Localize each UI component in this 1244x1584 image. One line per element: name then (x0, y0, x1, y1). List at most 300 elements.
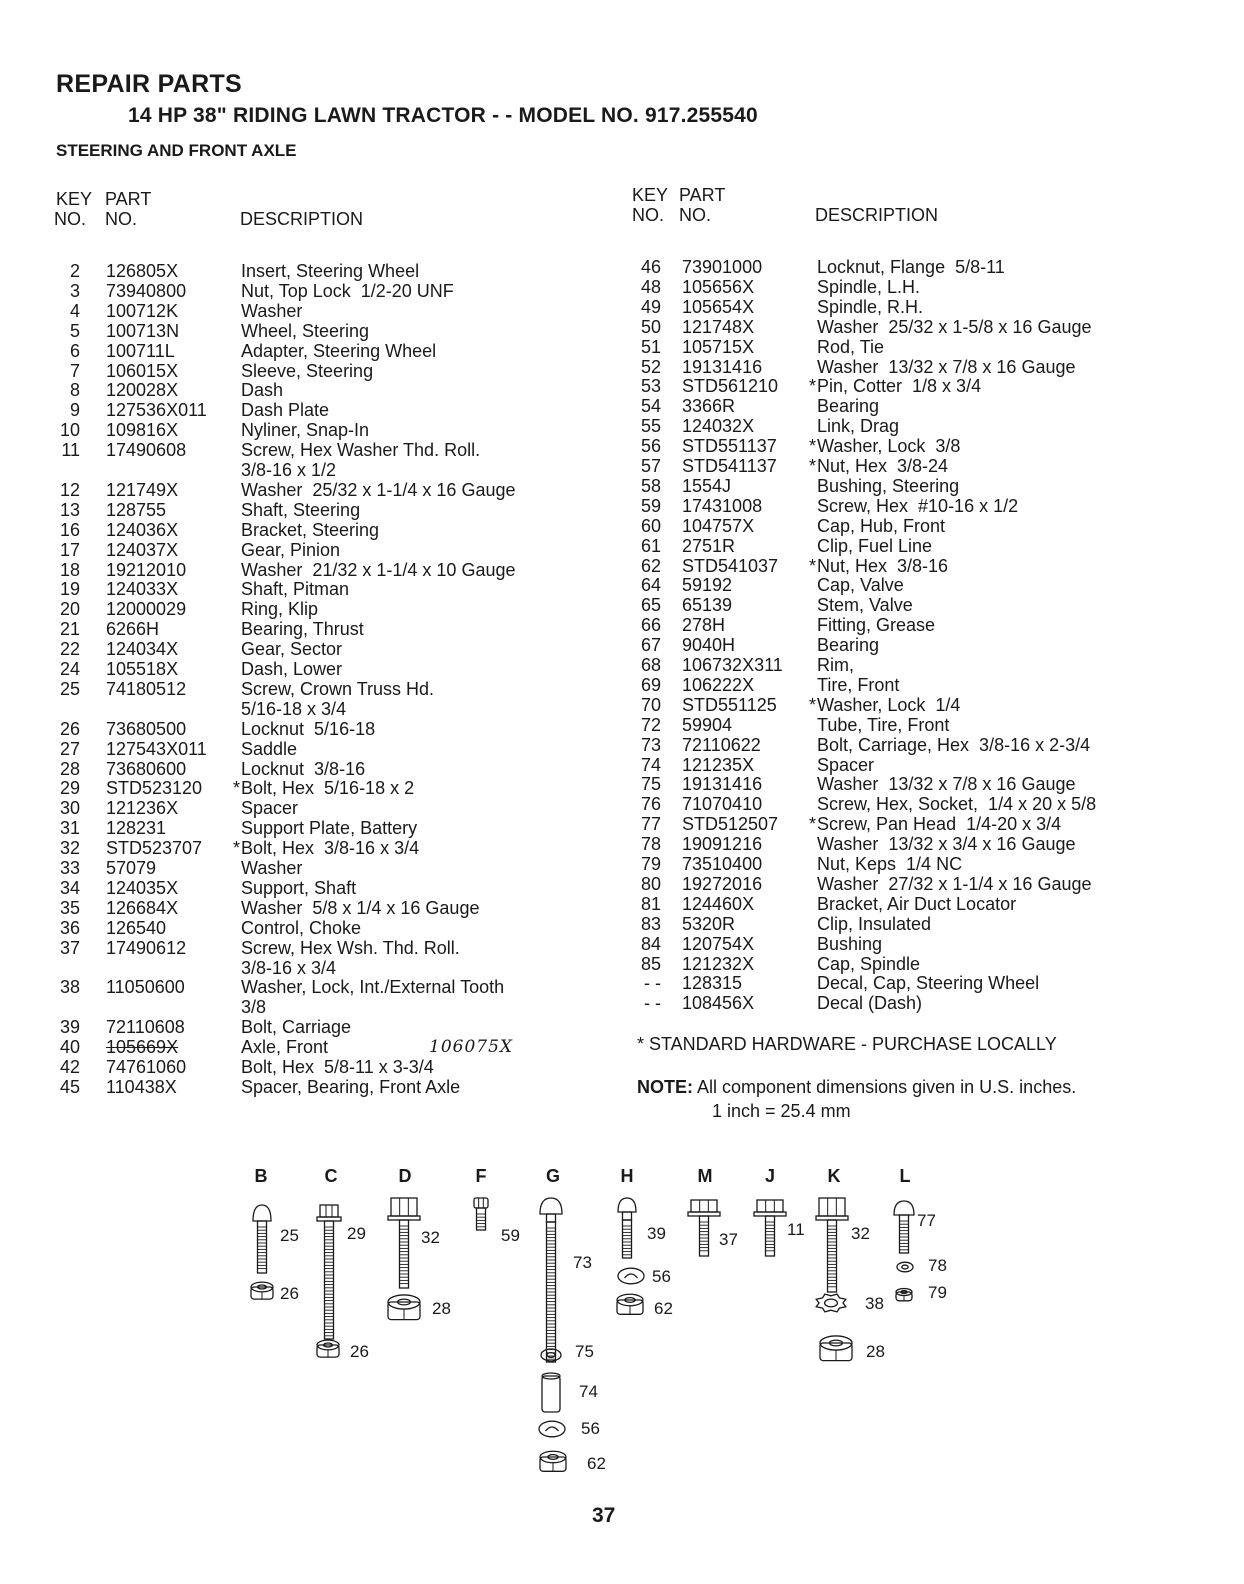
key-no: 80 (640, 873, 661, 894)
description-text: Washer (241, 300, 303, 321)
screw-59 (474, 1198, 488, 1230)
part-description (241, 759, 365, 779)
part-description (817, 396, 879, 416)
bolt-32 (816, 1198, 848, 1292)
description-text: Washer, Lock 1/4 (817, 694, 961, 715)
key-no: 16 (59, 519, 80, 540)
key-no: 55 (640, 416, 661, 437)
part-no: 19212010 (106, 559, 187, 580)
standard-hardware-mark: * (809, 436, 817, 457)
part-description (241, 480, 516, 500)
part-no: 106015X (106, 360, 179, 381)
part-description (241, 460, 336, 480)
part-callout: 74 (579, 1382, 598, 1401)
key-no: 39 (59, 1017, 80, 1038)
key-no: 62 (640, 555, 661, 576)
key-no: 77 (640, 814, 661, 835)
description-text: Tire, Front (817, 674, 900, 695)
hex-nut-62 (617, 1294, 643, 1314)
part-description (817, 675, 899, 695)
key-no: 57 (640, 456, 661, 476)
part-no-label: PART (105, 189, 152, 209)
key-no: 45 (59, 1076, 80, 1097)
description-text: Support Plate, Battery (241, 818, 418, 839)
part-no: 73901000 (682, 257, 763, 277)
part-no: 1554J (682, 475, 732, 496)
part-description (809, 694, 961, 715)
part-description (241, 500, 360, 520)
description-text: Sleeve, Steering (241, 360, 374, 381)
key-no: 49 (640, 296, 661, 317)
standard-hardware-mark: * (809, 555, 817, 576)
key-no-label: KEY (56, 189, 93, 209)
screw-77 (894, 1201, 914, 1253)
part-description (241, 619, 364, 639)
key-no-label-2: NO. (632, 205, 665, 225)
description-text: Bolt, Carriage, Hex 3/8-16 x 2-3/4 (817, 734, 1091, 755)
standard-hardware-mark: * (809, 694, 817, 715)
key-no: 27 (59, 738, 80, 759)
description-text: Washer 25/32 x 1-1/4 x 16 Gauge (241, 479, 516, 500)
description-text: Dash (241, 380, 284, 401)
description-text: Support, Shaft (241, 877, 357, 898)
dimensions-note (637, 1074, 1076, 1101)
part-description (241, 938, 460, 958)
part-description (241, 321, 369, 341)
description-text: Axle, Front (241, 1037, 329, 1058)
locknut-28 (388, 1295, 420, 1320)
key-no: 32 (59, 838, 80, 859)
key-no: 8 (69, 380, 80, 401)
key-no: 38 (59, 977, 80, 998)
part-callout: 73 (573, 1253, 592, 1272)
part-no: STD551125 (682, 694, 777, 715)
part-description (817, 715, 949, 735)
part-description (241, 560, 516, 580)
key-no: 20 (59, 599, 80, 620)
locknut-26 (317, 1340, 339, 1357)
key-no: 37 (59, 937, 80, 958)
part-no: 124460X (682, 893, 755, 914)
part-no: 74761060 (106, 1057, 187, 1077)
group-letter: L (899, 1166, 911, 1186)
part-no: STD523120 (106, 778, 203, 799)
description-text: 5/16-18 x 3/4 (241, 698, 347, 719)
note-text: All component dimensions given in U.S. inches. (697, 1077, 1077, 1097)
description-text: Wheel, Steering (241, 320, 370, 341)
part-no: 3366R (682, 396, 736, 417)
key-no: 67 (640, 635, 661, 656)
part-no: 126684X (106, 897, 179, 918)
part-no: 71070410 (682, 794, 763, 815)
description-text: Clip, Insulated (817, 913, 932, 934)
group-letter: M (697, 1166, 713, 1186)
part-description (241, 301, 302, 321)
part-description (817, 934, 882, 954)
group-letter: H (620, 1166, 634, 1186)
part-no: 108456X (682, 993, 755, 1014)
part-description (241, 977, 504, 997)
description-text: Washer 25/32 x 1-5/8 x 16 Gauge (817, 316, 1092, 337)
part-description (817, 297, 923, 317)
description-text: Spindle, L.H. (817, 276, 921, 297)
description-text: Dash Plate (241, 400, 330, 421)
key-no: 68 (640, 655, 661, 675)
key-no: 28 (59, 758, 80, 779)
part-no: 100712K (106, 300, 179, 321)
part-description (241, 1077, 460, 1097)
part-no: 100713N (106, 320, 180, 341)
part-no: 124035X (106, 877, 179, 898)
part-description (241, 400, 329, 420)
description-text: Rod, Tie (817, 336, 885, 357)
description-text: Bearing (817, 635, 880, 656)
part-no: 124032X (682, 416, 755, 437)
part-description (241, 699, 346, 719)
part-no: 278H (682, 615, 726, 636)
key-no: 42 (59, 1057, 80, 1077)
key-no: 6 (69, 340, 80, 361)
key-no: 40 (59, 1037, 80, 1058)
description-text: Stem, Valve (817, 595, 913, 616)
standard-hardware-mark: * (809, 814, 817, 835)
key-no: 31 (59, 818, 80, 839)
part-no-label-2: NO. (679, 205, 712, 225)
part-no: 124033X (106, 579, 179, 600)
key-no: 22 (59, 639, 80, 660)
part-description (817, 496, 1018, 516)
key-no: 85 (640, 953, 661, 974)
key-no: 19 (59, 579, 80, 600)
description-text: Gear, Sector (241, 639, 343, 660)
part-description (241, 1057, 434, 1077)
tooth-washer-38 (816, 1294, 846, 1312)
key-no: 76 (640, 794, 661, 815)
page-number: 37 (592, 1504, 616, 1527)
part-no: 11050600 (106, 977, 185, 998)
part-callout: 28 (866, 1342, 885, 1361)
part-no: 121235X (682, 754, 755, 775)
part-no: 105715X (682, 336, 755, 357)
parts-list-right (628, 257, 1168, 1017)
part-callout: 28 (432, 1299, 451, 1318)
description-text: Washer 27/32 x 1-1/4 x 16 Gauge (817, 873, 1092, 894)
description-text: Washer, Lock, Int./External Tooth (241, 977, 505, 998)
part-no: 6266H (106, 619, 160, 640)
bolt-29 (317, 1205, 341, 1339)
part-callout: 26 (280, 1284, 299, 1303)
description-text: Nut, Hex 3/8-16 (817, 555, 949, 576)
key-no: 65 (640, 595, 661, 616)
part-description (817, 277, 920, 297)
part-no: 121236X (106, 798, 179, 819)
part-description (233, 778, 415, 799)
part-description (241, 858, 302, 878)
model-subtitle: 14 HP 38" RIDING LAWN TRACTOR - - MODEL NO. 917.255540 (128, 104, 758, 127)
key-no: 26 (59, 718, 80, 739)
part-description (817, 755, 874, 775)
description-text: Bracket, Steering (241, 519, 380, 540)
part-no: 72110622 (682, 734, 761, 755)
part-description (817, 595, 913, 615)
part-no: STD512507 (682, 814, 779, 835)
description-text: Locknut 5/16-18 (241, 718, 376, 739)
part-description (241, 281, 454, 301)
part-description (817, 536, 932, 556)
part-no: 73680500 (106, 718, 187, 739)
description-text: Decal, Cap, Steering Wheel (817, 973, 1040, 994)
part-description (817, 874, 1092, 894)
column-headers-right (632, 185, 1132, 229)
key-no: 50 (640, 316, 661, 337)
spacer-74 (542, 1373, 560, 1412)
key-no: 2 (69, 261, 80, 281)
parts-list-left (54, 261, 594, 1101)
key-no: 3 (69, 280, 80, 301)
part-callout: 75 (575, 1342, 594, 1361)
description-text: Ring, Klip (241, 599, 319, 620)
description-text: Bushing (817, 933, 883, 954)
part-no: 17490608 (106, 440, 187, 461)
description-text: Rim, (817, 655, 854, 675)
description-text: Clip, Fuel Line (817, 535, 933, 556)
standard-hardware-note: * STANDARD HARDWARE - PURCHASE LOCALLY (637, 1034, 1057, 1054)
part-description (817, 774, 1076, 794)
part-no-label-2: NO. (105, 209, 138, 229)
key-no: 84 (640, 933, 661, 954)
description-text: Shaft, Steering (241, 499, 361, 520)
part-no: 121748X (682, 316, 755, 337)
part-description (817, 854, 962, 874)
part-no: 104757X (682, 515, 755, 536)
part-no: 126540 (106, 917, 167, 938)
column-headers-left (54, 189, 554, 233)
part-description (817, 476, 959, 496)
part-no: 12000029 (106, 599, 187, 620)
description-text: Bolt, Carriage (241, 1017, 352, 1038)
screw-37 (688, 1200, 720, 1256)
part-no: 74180512 (106, 678, 187, 699)
key-no: 48 (640, 276, 661, 297)
description-text: Gear, Pinion (241, 539, 341, 560)
part-description (241, 878, 356, 898)
description-text: Bearing, Thrust (241, 619, 364, 640)
part-no: 105656X (682, 276, 755, 297)
description-text: Spacer (241, 798, 299, 819)
description-text: Dash, Lower (241, 659, 343, 679)
part-no: STD561210 (682, 376, 779, 397)
part-description (817, 954, 920, 974)
part-description (817, 416, 899, 436)
key-no-label-2: NO. (54, 209, 87, 229)
part-no: 128315 (682, 973, 743, 994)
part-description (817, 575, 904, 595)
part-description (241, 798, 298, 818)
part-no-label: PART (679, 185, 726, 205)
part-no: 19131416 (682, 774, 763, 795)
part-no: 126805X (106, 261, 179, 281)
key-no: 5 (69, 320, 80, 341)
key-no: 17 (59, 539, 80, 560)
part-description (241, 420, 369, 440)
key-no: 9 (69, 400, 80, 421)
part-no: 124034X (106, 639, 179, 660)
part-no: 72110608 (106, 1017, 185, 1038)
key-no: 30 (59, 798, 80, 819)
part-description (241, 520, 379, 540)
key-no: - - (644, 973, 661, 994)
description-text: Fitting, Grease (817, 615, 936, 636)
part-no: 121232X (682, 953, 755, 974)
key-no: 18 (59, 559, 80, 580)
key-no: 34 (59, 877, 80, 898)
description-text: Spindle, R.H. (817, 296, 924, 317)
part-description (241, 440, 480, 460)
part-description (817, 615, 935, 635)
standard-hardware-mark: * (809, 456, 817, 476)
lock-washer-56 (618, 1268, 644, 1284)
description-text: Washer, Lock 3/8 (817, 436, 961, 457)
part-description (241, 1037, 328, 1057)
key-no: 83 (640, 913, 661, 934)
part-no: 106732X311 (682, 655, 783, 675)
hex-nut-62 (540, 1451, 566, 1471)
part-description (809, 376, 982, 397)
part-description (241, 719, 375, 739)
description-text: Bracket, Air Duct Locator (817, 893, 1017, 914)
part-no: 19272016 (682, 873, 763, 894)
part-description (817, 317, 1092, 337)
note-label: NOTE: (637, 1077, 693, 1097)
description-text: Locknut, Flange 5/8-11 (817, 257, 1005, 277)
screw-11 (754, 1200, 786, 1256)
description-text: Spacer (817, 754, 875, 775)
key-no: 46 (640, 257, 661, 277)
description-text: Adapter, Steering Wheel (241, 340, 437, 361)
part-callout: 79 (928, 1283, 947, 1302)
key-no: - - (644, 993, 661, 1014)
description-text: Bolt, Hex 5/8-11 x 3-3/4 (241, 1057, 434, 1077)
key-no: 72 (640, 714, 661, 735)
description-text: 3/8 (241, 997, 267, 1018)
part-description (241, 958, 336, 978)
part-description (233, 838, 420, 859)
group-letter: K (827, 1166, 841, 1186)
part-description (809, 555, 949, 576)
part-no: 127536X011 (106, 400, 207, 421)
part-no: 105518X (106, 659, 179, 679)
key-no: 79 (640, 854, 661, 874)
part-no: 128755 (106, 499, 167, 520)
part-description (241, 261, 419, 281)
part-description (817, 973, 1039, 993)
key-no: 75 (640, 774, 661, 795)
part-description (241, 639, 342, 659)
part-no: 65139 (682, 595, 733, 616)
description-text: Washer 13/32 x 7/8 x 16 Gauge (817, 356, 1076, 377)
key-no: 51 (640, 336, 661, 357)
part-no: STD551137 (682, 436, 777, 457)
washer-78 (897, 1262, 913, 1272)
part-callout: 78 (928, 1256, 947, 1275)
group-letter: F (475, 1166, 487, 1186)
description-text: Nut, Top Lock 1/2-20 UNF (241, 280, 454, 301)
part-description (241, 1017, 351, 1037)
key-no: 7 (69, 360, 80, 381)
key-no: 52 (640, 356, 661, 377)
key-no: 54 (640, 396, 661, 417)
description-text: Nyliner, Snap-In (241, 420, 370, 441)
part-description (241, 818, 417, 838)
lock-washer-56 (539, 1421, 565, 1437)
description-text: Shaft, Pitman (241, 579, 350, 600)
part-callout: 56 (652, 1267, 671, 1286)
description-text: 3/8-16 x 3/4 (241, 957, 337, 978)
key-no: 56 (640, 436, 661, 457)
description-label: DESCRIPTION (815, 205, 939, 225)
part-description (817, 635, 879, 655)
part-callout: 59 (501, 1226, 520, 1245)
key-no-label: KEY (632, 185, 669, 205)
group-letter: J (764, 1166, 776, 1186)
description-text: Screw, Hex Washer Thd. Roll. (241, 440, 481, 461)
part-description (817, 516, 945, 536)
part-callout: 26 (350, 1342, 369, 1361)
description-text: Spacer, Bearing, Front Axle (241, 1076, 461, 1097)
part-no: 57079 (106, 858, 157, 878)
part-description (817, 357, 1076, 377)
part-description (241, 599, 318, 619)
part-description (241, 361, 373, 381)
part-description (817, 914, 931, 934)
description-text: Nut, Hex 3/8-24 (817, 456, 949, 476)
part-no: 106222X (682, 674, 755, 695)
part-description (241, 579, 349, 599)
part-description (241, 739, 297, 759)
part-no: STD523707 (106, 838, 203, 859)
description-text: Bushing, Steering (817, 475, 960, 496)
part-description (241, 679, 434, 699)
key-no: 69 (640, 674, 661, 695)
keps-nut-79 (896, 1288, 912, 1300)
part-no: STD541037 (682, 555, 779, 576)
key-no: 74 (640, 754, 661, 775)
section-heading: STEERING AND FRONT AXLE (56, 141, 297, 160)
part-callout: 32 (421, 1228, 440, 1247)
part-description (241, 997, 266, 1017)
description-text: Cap, Valve (817, 575, 904, 596)
part-no: 59904 (682, 714, 733, 735)
part-no: 105654X (682, 296, 755, 317)
key-no: 36 (59, 917, 80, 938)
part-callout: 37 (719, 1230, 738, 1249)
part-description (241, 918, 361, 938)
description-text: Control, Choke (241, 917, 362, 938)
page-title: REPAIR PARTS (56, 70, 243, 98)
key-no: 4 (69, 300, 80, 321)
part-description (241, 540, 340, 560)
part-description (817, 993, 922, 1013)
key-no: 70 (640, 694, 661, 715)
part-no: 124037X (106, 539, 179, 560)
part-description (241, 898, 479, 918)
part-callout: 62 (587, 1454, 606, 1473)
description-text: Screw, Hex #10-16 x 1/2 (817, 495, 1019, 516)
key-no: 35 (59, 897, 80, 918)
part-callout: 56 (581, 1419, 600, 1438)
part-callout: 39 (647, 1224, 666, 1243)
description-text: Bolt, Hex 5/16-18 x 2 (241, 778, 415, 799)
